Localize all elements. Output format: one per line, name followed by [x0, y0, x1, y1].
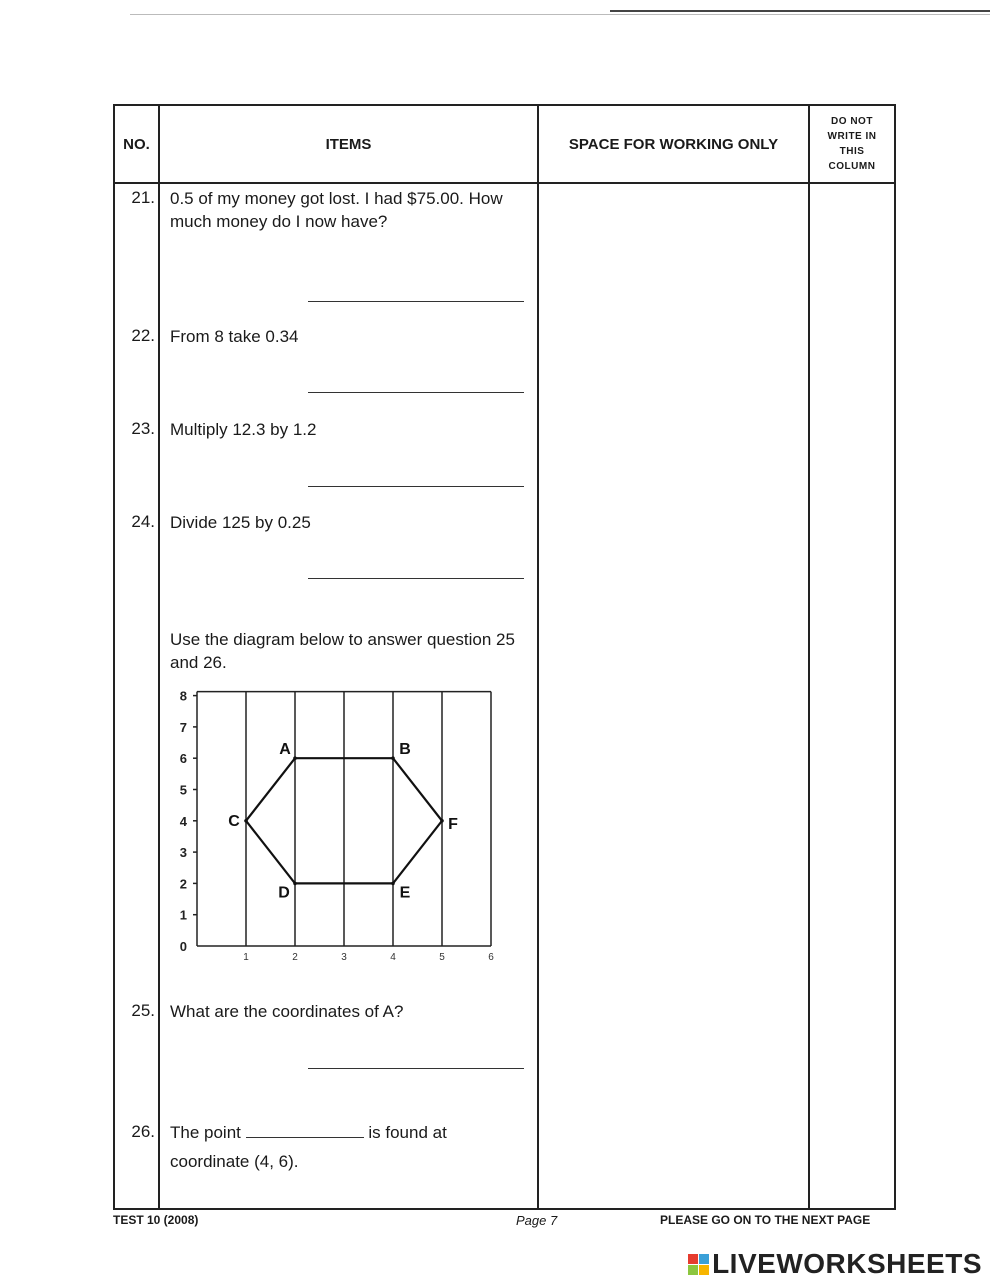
question-number: 24. [131, 512, 155, 531]
point-b [391, 756, 395, 760]
question-number: 21. [131, 188, 155, 207]
answer-line[interactable] [308, 392, 524, 393]
point-f [440, 819, 444, 823]
y-tick-label: 5 [179, 782, 187, 798]
header-do-not-write: DO NOT WRITE IN THIS COLUMN [827, 116, 877, 172]
coordinate-grid-chart [170, 682, 510, 972]
y-tick-label: 4 [179, 813, 187, 829]
x-tick-label: 3 [341, 952, 347, 963]
answer-line[interactable] [308, 301, 524, 302]
point-d [293, 882, 297, 886]
question-number: 22. [131, 326, 155, 345]
y-tick-label: 1 [179, 907, 187, 923]
column-divider [808, 106, 810, 1208]
y-tick-label: 8 [179, 688, 187, 704]
question-text: What are the coordinates of A? [170, 1002, 404, 1021]
x-tick-label: 5 [439, 952, 445, 963]
footer-test-id: TEST 10 (2008) [113, 1213, 199, 1227]
y-tick-label: 0 [179, 939, 187, 954]
question-number: 23. [131, 419, 155, 438]
point-label-c: C [228, 812, 240, 830]
y-tick-label: 2 [179, 876, 187, 892]
point-a [293, 756, 297, 760]
question-text: The point is found at coordinate (4, 6). [170, 1123, 447, 1171]
diagram-intro: Use the diagram below to answer question 25 and 26. [170, 630, 515, 672]
question-text: Multiply 12.3 by 1.2 [170, 420, 317, 439]
logo-icon [688, 1254, 709, 1275]
answer-line[interactable] [308, 486, 524, 487]
header-working: SPACE FOR WORKING ONLY [568, 135, 779, 153]
point-label-f: F [448, 815, 458, 833]
worksheet-table [113, 104, 896, 1210]
question-number: 25. [131, 1001, 155, 1020]
x-tick-label: 4 [390, 952, 396, 963]
question-text: From 8 take 0.34 [170, 327, 299, 346]
point-e [391, 882, 395, 886]
header-divider [115, 182, 894, 184]
x-tick-label: 2 [292, 952, 298, 963]
point-label-b: B [399, 741, 411, 759]
question-text: 0.5 of my money got lost. I had $75.00. How much money do I now have? [170, 189, 503, 231]
liveworksheets-logo: LIVEWORKSHEETS [688, 1248, 982, 1280]
y-tick-label: 7 [179, 719, 187, 735]
answer-line[interactable] [308, 1068, 524, 1069]
footer-next-page: PLEASE GO ON TO THE NEXT PAGE [660, 1213, 871, 1227]
footer-page-number: Page 7 [516, 1213, 558, 1228]
question-text: Divide 125 by 0.25 [170, 513, 311, 532]
header-no: NO. [123, 135, 150, 153]
point-c [244, 819, 248, 823]
answer-line[interactable] [308, 578, 524, 579]
y-tick-label: 6 [179, 751, 187, 767]
header-items: ITEMS [325, 135, 372, 153]
y-tick-label: 3 [179, 845, 187, 861]
column-divider [537, 106, 539, 1208]
point-label-d: D [278, 884, 290, 902]
column-divider [158, 106, 160, 1208]
point-label-e: E [399, 884, 411, 902]
scan-artifact-line [130, 6, 990, 18]
point-label-a: A [279, 741, 291, 759]
question-number: 26. [131, 1122, 155, 1141]
fill-in-blank[interactable] [246, 1121, 364, 1138]
x-tick-label: 6 [488, 952, 494, 963]
x-tick-label: 1 [243, 952, 249, 963]
